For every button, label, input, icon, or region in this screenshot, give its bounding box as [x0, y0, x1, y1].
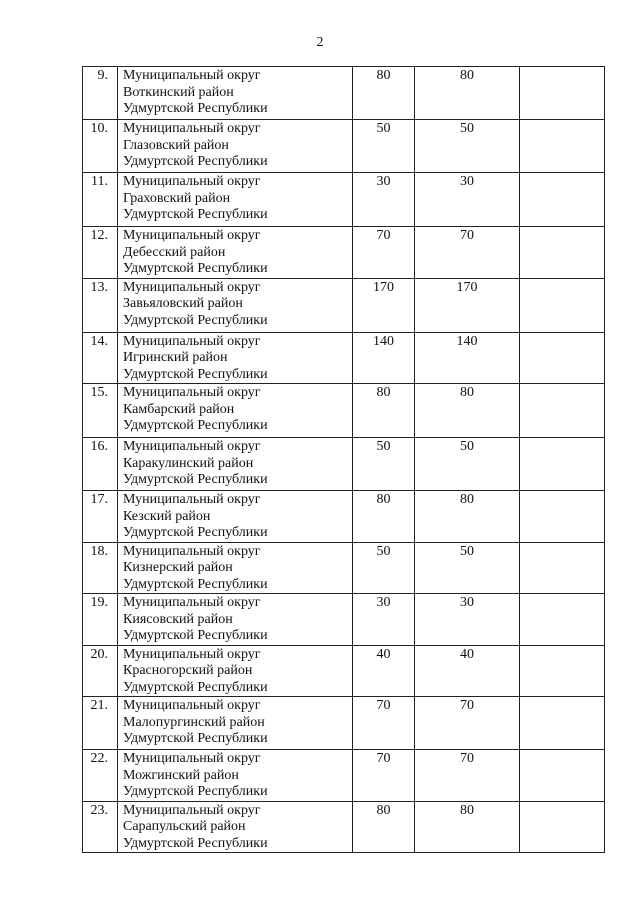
table-row — [83, 542, 605, 594]
district-name-cell — [118, 542, 353, 594]
table-row — [83, 801, 605, 853]
value-cell-1: 80 — [353, 801, 415, 853]
district-name-cell — [118, 332, 353, 384]
district-name-line: Глазовский район — [123, 137, 229, 153]
district-name-cell — [118, 278, 353, 332]
value-cell-1: 50 — [353, 438, 415, 491]
value-cell-3 — [520, 491, 605, 543]
value-cell-2: 80 — [415, 67, 520, 120]
value-cell-2: 50 — [415, 438, 520, 491]
value-cell-3 — [520, 801, 605, 853]
value-cell-2: 80 — [415, 384, 520, 438]
district-name-line: Камбарский район — [123, 401, 235, 417]
district-name-line: Киясовский район — [123, 611, 233, 627]
value-cell-2: 80 — [415, 491, 520, 543]
district-name-line: Кизнерский район — [123, 560, 233, 575]
value-cell-2: 50 — [415, 542, 520, 594]
value-cell-1: 50 — [353, 542, 415, 594]
district-name-cell — [118, 697, 353, 750]
district-name-line: Муниципальный округ — [123, 333, 261, 349]
table-row — [83, 120, 605, 173]
value-cell-3 — [520, 750, 605, 802]
table-row — [83, 278, 605, 332]
value-cell-3 — [520, 67, 605, 120]
value-cell-3 — [520, 645, 605, 697]
row-number-cell: 16. — [83, 438, 118, 491]
district-name-line: Граховский район — [123, 190, 231, 206]
district-name-line: Муниципальный округ — [123, 68, 261, 83]
district-name-line: Удмуртской Республики — [123, 679, 268, 695]
district-name-line: Удмуртской Республики — [123, 835, 268, 851]
table-row — [83, 384, 605, 438]
value-cell-3 — [520, 594, 605, 646]
row-number-cell: 18. — [83, 542, 118, 594]
value-cell-1: 50 — [353, 120, 415, 173]
value-cell-3 — [520, 278, 605, 332]
district-name-line: Красногорский район — [123, 663, 253, 678]
table-row — [83, 332, 605, 384]
row-number-cell: 23. — [83, 801, 118, 853]
district-name-line: Муниципальный округ — [123, 385, 261, 400]
district-name-line: Удмуртской Республики — [123, 312, 268, 328]
value-cell-1: 80 — [353, 491, 415, 543]
district-name-line: Удмуртской Республики — [123, 731, 268, 746]
value-cell-3 — [520, 120, 605, 173]
municipal-districts-table — [82, 66, 605, 853]
district-name-line: Сарапульский район — [123, 819, 246, 834]
district-name-line: Муниципальный округ — [123, 279, 261, 295]
row-number-cell: 20. — [83, 645, 118, 697]
value-cell-1: 170 — [353, 278, 415, 332]
district-name-cell — [118, 594, 353, 646]
value-cell-1: 70 — [353, 750, 415, 802]
value-cell-1: 30 — [353, 173, 415, 227]
value-cell-2: 70 — [415, 750, 520, 802]
district-name-cell — [118, 384, 353, 438]
value-cell-2: 170 — [415, 278, 520, 332]
district-name-line: Муниципальный округ — [123, 492, 261, 507]
district-name-line: Удмуртской Республики — [123, 784, 268, 799]
district-name-line: Удмуртской Республики — [123, 418, 268, 433]
table-row — [83, 227, 605, 279]
row-number-cell: 10. — [83, 120, 118, 173]
district-name-line: Можгинский район — [123, 767, 239, 783]
district-name-line: Муниципальный округ — [123, 174, 261, 189]
value-cell-3 — [520, 384, 605, 438]
row-number-cell: 17. — [83, 491, 118, 543]
value-cell-3 — [520, 173, 605, 227]
district-name-line: Удмуртской Республики — [123, 472, 268, 487]
value-cell-1: 80 — [353, 67, 415, 120]
district-name-line: Удмуртской Республики — [123, 576, 268, 592]
district-name-cell — [118, 491, 353, 543]
district-name-line: Муниципальный округ — [123, 802, 261, 818]
district-name-line: Удмуртской Республики — [123, 628, 268, 643]
district-name-line: Муниципальный округ — [123, 646, 261, 662]
value-cell-3 — [520, 227, 605, 279]
district-name-line: Удмуртской Республики — [123, 154, 268, 169]
value-cell-1: 70 — [353, 227, 415, 279]
table-row — [83, 594, 605, 646]
value-cell-2: 80 — [415, 801, 520, 853]
table-row — [83, 491, 605, 543]
page-number: 2 — [316, 35, 324, 50]
table-row — [83, 173, 605, 227]
district-name-line: Игринский район — [123, 350, 228, 365]
value-cell-2: 30 — [415, 594, 520, 646]
district-name-line: Муниципальный округ — [123, 439, 261, 454]
row-number-cell: 22. — [83, 750, 118, 802]
row-number-cell: 15. — [83, 384, 118, 438]
district-name-line: Кезский район — [123, 508, 211, 524]
value-cell-2: 70 — [415, 697, 520, 750]
district-name-line: Каракулинский район — [123, 455, 254, 471]
row-number-cell: 13. — [83, 278, 118, 332]
district-name-line: Удмуртской Республики — [123, 101, 268, 116]
row-number-cell: 14. — [83, 332, 118, 384]
district-name-line: Муниципальный округ — [123, 228, 261, 243]
row-number-cell: 19. — [83, 594, 118, 646]
value-cell-1: 40 — [353, 645, 415, 697]
table-row — [83, 750, 605, 802]
value-cell-3 — [520, 697, 605, 750]
district-name-line: Муниципальный округ — [123, 543, 261, 559]
district-name-line: Удмуртской Республики — [123, 366, 268, 382]
district-name-line: Малопургинский район — [123, 714, 265, 730]
district-name-line: Муниципальный округ — [123, 698, 261, 713]
row-number-cell: 11. — [83, 173, 118, 227]
value-cell-1: 140 — [353, 332, 415, 384]
district-name-cell — [118, 67, 353, 120]
table-body — [83, 67, 605, 853]
district-name-cell — [118, 227, 353, 279]
value-cell-1: 80 — [353, 384, 415, 438]
row-number-cell: 9. — [83, 67, 118, 120]
table-row — [83, 645, 605, 697]
table-row — [83, 697, 605, 750]
district-name-cell — [118, 438, 353, 491]
value-cell-3 — [520, 438, 605, 491]
district-name-line: Удмуртской Республики — [123, 261, 268, 276]
district-name-line: Воткинский район — [123, 84, 234, 100]
district-name-cell — [118, 750, 353, 802]
value-cell-2: 70 — [415, 227, 520, 279]
table-row — [83, 438, 605, 491]
district-name-line: Удмуртской Республики — [123, 207, 268, 222]
district-name-cell — [118, 645, 353, 697]
value-cell-1: 30 — [353, 594, 415, 646]
value-cell-3 — [520, 332, 605, 384]
district-name-line: Муниципальный округ — [123, 751, 261, 766]
district-name-line: Завьяловский район — [123, 296, 243, 311]
row-number-cell: 21. — [83, 697, 118, 750]
district-name-line: Удмуртской Республики — [123, 525, 268, 540]
value-cell-2: 50 — [415, 120, 520, 173]
value-cell-3 — [520, 542, 605, 594]
table-row — [83, 67, 605, 120]
district-name-line: Муниципальный округ — [123, 121, 261, 136]
district-name-cell — [118, 120, 353, 173]
district-name-cell — [118, 801, 353, 853]
district-name-line: Муниципальный округ — [123, 595, 261, 610]
value-cell-1: 70 — [353, 697, 415, 750]
value-cell-2: 40 — [415, 645, 520, 697]
district-name-line: Дебесский район — [123, 244, 226, 260]
row-number-cell: 12. — [83, 227, 118, 279]
district-name-cell — [118, 173, 353, 227]
value-cell-2: 30 — [415, 173, 520, 227]
value-cell-2: 140 — [415, 332, 520, 384]
